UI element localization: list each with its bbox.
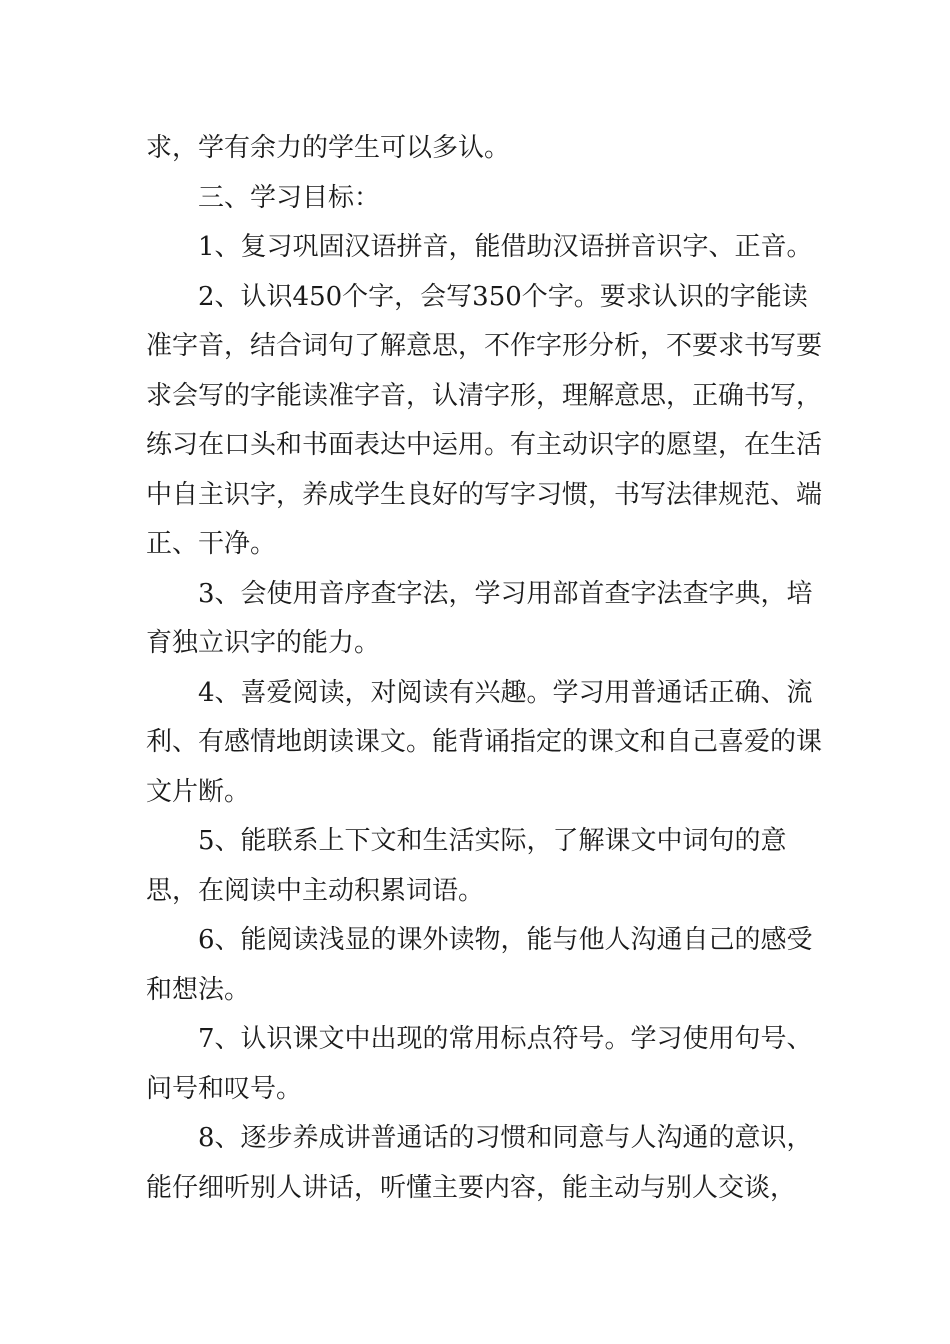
goal-item-1: 1、复习巩固汉语拼音，能借助汉语拼音识字、正音。 (198, 232, 813, 262)
goal-item-7: 7、认识课文中出现的常用标点符号。学习使用句号、问号和叹号。 (146, 1024, 813, 1104)
paragraph-continuation: 求，学有余力的学生可以多认。 (146, 133, 511, 163)
goal-item-4: 4、喜爱阅读，对阅读有兴趣。学习用普通话正确、流利、有感情地朗读课文。能背诵指定的课文和自己喜爱的课文片断。 (146, 677, 823, 807)
goal-item-5: 5、能联系上下文和生活实际，了解课文中词句的意思，在阅读中主动积累词语。 (146, 826, 787, 906)
document-body (146, 124, 826, 1213)
section-heading-learning-goals: 三、学习目标： (198, 182, 381, 213)
goal-item-2: 2、认识450个字，会写350个字。要求认识的字能读准字音，结合词句了解意思，不作字形分析，不要求书写要求会写的字能读准字音，认清字形，理解意思，正确书写，练习在口头和书面表达中运用。有主动识字的愿望，在生活中自主识字，养成学生良好的写字习惯，书写法律规范、端正、干净。 (146, 281, 823, 559)
goal-item-3: 3、会使用音序查字法，学习用部首查字法查字典，培育独立识字的能力。 (146, 578, 813, 658)
goal-item-6: 6、能阅读浅显的课外读物，能与他人沟通自己的感受和想法。 (146, 925, 813, 1005)
goal-item-8: 8、逐步养成讲普通话的习惯和同意与人沟通的意识，能仔细听别人讲话，听懂主要内容，能主动与别人交谈， (146, 1123, 813, 1203)
